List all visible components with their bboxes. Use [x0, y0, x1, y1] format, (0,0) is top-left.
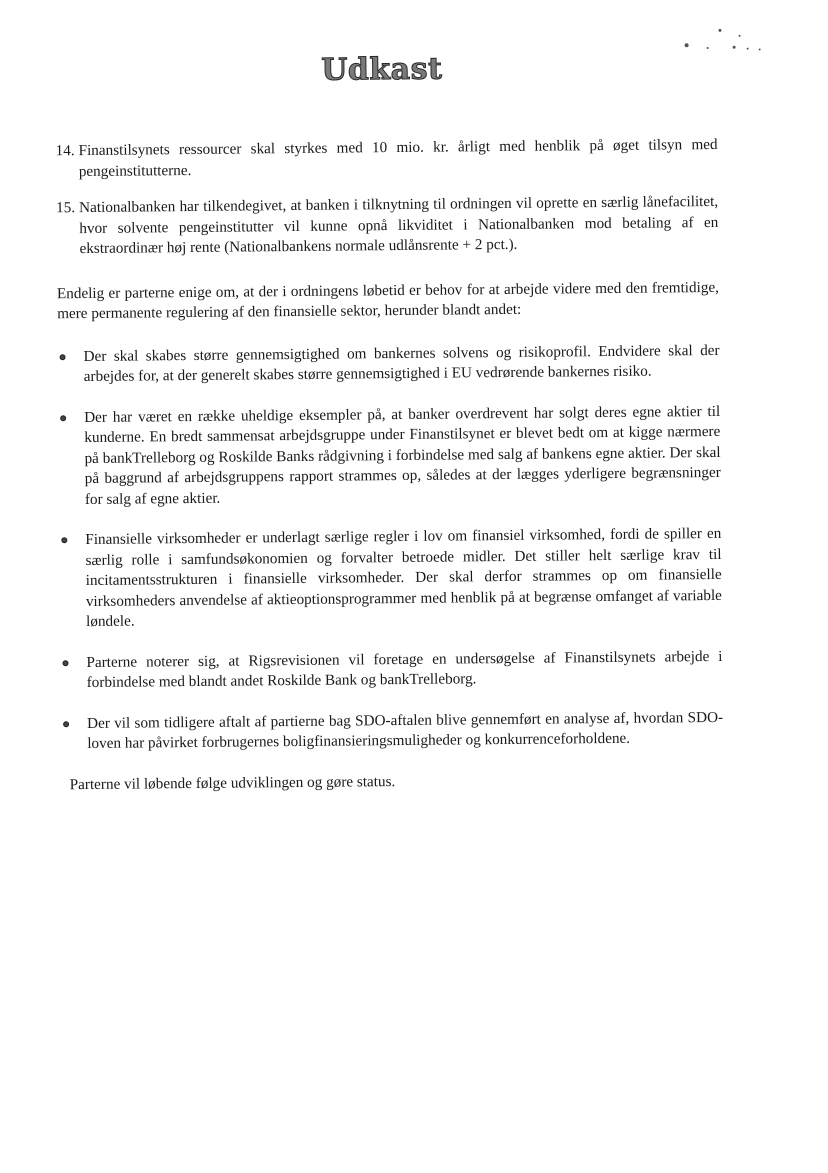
intro-paragraph: Endelig er parterne enige om, at der i ordningens løbetid er behov for at arbejde videre med den fremtidige, mere permanente regulering af den finansielle sektor, herunder blandt andet:: [56, 278, 720, 323]
bullet-icon: [62, 660, 68, 666]
item-number: 14.: [55, 142, 75, 160]
numbered-item-14: [56, 135, 718, 182]
item-text: Finanstilsynets ressourcer skal styrkes med 10 mio. kr. årligt med henblik på øget tilsyn med pengeinstitutterne.: [78, 135, 718, 180]
numbered-item-15: [56, 192, 719, 260]
item-text: Nationalbanken har tilkendegivet, at banken i tilknytning til ordningen vil oprette en særlig lånefacilitet, hvor solvente pengeinstitutter vil kunne opnå likviditet i Nationalbanken mod betaling af en ekstraordinær høj rente (Nationalbankens normale udlånsrente + 2 pct.).: [79, 192, 719, 258]
bullet-text: Parterne noterer sig, at Rigsrevisionen vil foretage en undersøgelse af Finanstilsynets arbejde i forbindelse med blandt andet Roskilde Bank og bankTrelleborg.: [86, 647, 723, 692]
list-item: [58, 401, 721, 510]
list-item: [59, 524, 722, 633]
bullet-icon: [63, 721, 69, 727]
bullet-icon: [60, 354, 66, 360]
bullet-icon: [61, 537, 67, 543]
item-number: 15.: [56, 199, 76, 217]
page-title: Udkast: [321, 51, 443, 88]
bullet-text: Finansielle virksomheder er underlagt særlige regler i lov om finansiel virksomhed, fordi de spiller en særlig rolle i samfundsøkonomien og forvalter betroede midler. Det stiller helt særlige krav til incitamentsstrukturen i finansielle virksomheder. Der skal derfor strammes op om finansielle virksomheders anvendelse af aktieoptionsprogrammer med henblik på at begrænse omfanget af variable løndele.: [85, 524, 722, 631]
bullet-text: Der vil som tidligere aftalt af partierne bag SDO-aftalen blive gennemført en analyse af, hvordan SDO-loven har påvirket forbrugernes boligfinansieringsmuligheder og konkurrenceforholdene.: [87, 708, 724, 753]
list-item: [57, 340, 719, 387]
closing-paragraph: Parterne vil løbende følge udviklingen og gøre status.: [69, 772, 396, 793]
bullet-text: Der har været en række uheldige eksempler på, at banker overdrevent har solgt deres egne aktier til kunderne. En bredt sammensat arbejdsgruppe under Finanstilsynet er blevet bedt om at kigge nærmere på bankTrelleborg og Roskilde Banks rådgivning i forbindelse med salg af bankens egne aktier. Der skal på baggrund af arbejdsgruppens rapport strammes op, således at der lægges yderligere begrænsninger for salg af egne aktier.: [84, 402, 721, 508]
bullet-text: Der skal skabes større gennemsigtighed om bankernes solvens og risikoprofil. Endvidere skal der arbejdes for, at der generelt skabes større gennemsigtighed i EU vedrørende bankernes risiko.: [83, 341, 720, 386]
list-item: [60, 646, 722, 693]
document-body: [56, 135, 724, 795]
bullet-icon: [60, 415, 66, 421]
list-item: [61, 707, 723, 754]
bullet-list: [57, 340, 723, 754]
